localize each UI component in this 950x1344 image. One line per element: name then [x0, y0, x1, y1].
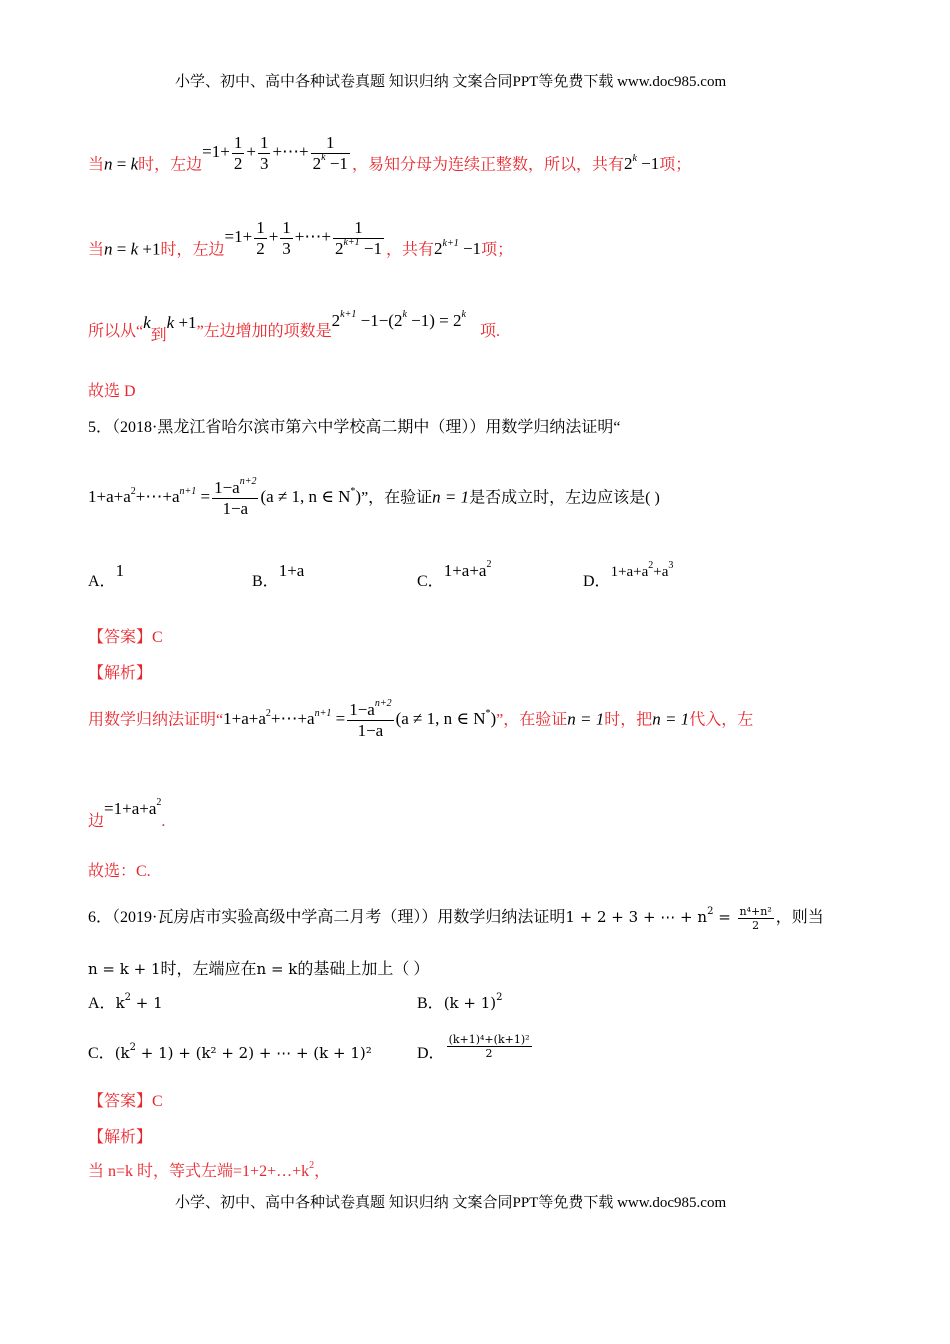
math-op: +	[246, 142, 256, 162]
math-expr: =1+	[224, 227, 253, 247]
q6-stem-line2	[88, 956, 429, 979]
math-op: +	[268, 227, 279, 247]
math-sup: 2	[265, 707, 271, 719]
math-expr: 1 + 2 + 3 + ⋯ + n	[565, 908, 708, 926]
text: 的基础上加上（ ）	[297, 961, 430, 978]
text: ”左边增加的项数是	[196, 323, 332, 340]
math-expr: −1−(2	[356, 311, 403, 330]
text: 是否成立时，左边应该是( )	[469, 489, 660, 507]
math-op: =	[116, 154, 131, 174]
q6-option-b[interactable]	[417, 990, 503, 1013]
option-value: 1+a	[278, 561, 305, 580]
answer-label: 【答案】	[88, 629, 153, 646]
math-expr: 2	[623, 154, 633, 174]
option-label: D．	[583, 573, 611, 590]
math-sup: 2	[496, 992, 503, 1003]
text: 所以从“	[88, 323, 144, 340]
frac-den: 2	[752, 918, 760, 932]
q5-stem: 5．（2018·黑龙江省哈尔滨市第六中学校高二期中（理））用数学归纳法证明“	[88, 419, 621, 436]
q5-option-c[interactable]	[417, 559, 492, 591]
text: 6．（2019·瓦房店市实验高级中学高二月考（理））用数学归纳法证明	[88, 909, 566, 926]
math-expr: )	[355, 487, 362, 507]
math-expr: (a ≠ 1, n ∈ N	[395, 709, 486, 729]
frac-den-tail: −1	[325, 154, 348, 173]
math-sup: *	[350, 485, 356, 497]
text: 项.	[479, 323, 500, 340]
math-var: k	[130, 154, 139, 174]
math-expr: +⋯+a	[135, 487, 180, 507]
option-value: k	[115, 994, 125, 1012]
math-sup: 2	[129, 1042, 137, 1053]
q5-formula-line	[88, 478, 660, 519]
math-expr: n = k + 1	[88, 960, 161, 978]
math-var: k	[143, 313, 151, 332]
q6-answer	[88, 1088, 163, 1111]
math-sup: k	[321, 152, 326, 164]
q4-line2	[88, 218, 514, 271]
frac-num: 1	[311, 133, 350, 154]
math-expr: +⋯+a	[270, 709, 315, 729]
math-var: k	[130, 239, 139, 259]
frac-den: 2	[485, 1046, 493, 1060]
math-var: k	[166, 313, 175, 332]
frac-num: (k+1)⁴+(k+1)²	[448, 1032, 530, 1046]
math-sup: 2	[309, 1159, 315, 1171]
math-expr: +1	[174, 313, 197, 332]
option-label: D．	[417, 1045, 445, 1062]
text: 时，把	[604, 711, 653, 729]
text: 项；	[481, 241, 514, 259]
frac-num: 1	[259, 133, 269, 152]
option-label: B．	[417, 995, 444, 1012]
q5-option-b[interactable]	[252, 561, 305, 591]
answer-value: C	[152, 1093, 163, 1110]
page-header: 小学、初中、高中各种试卷真题 知识归纳 文案合同PPT等免费下载 www.doc985.com	[175, 74, 727, 90]
frac-den: 3	[259, 154, 269, 173]
q5-analysis-label: 【解析】	[88, 665, 153, 682]
q5-answer	[88, 624, 163, 647]
math-expr: −1	[458, 239, 482, 259]
q4-answer: 故选 D	[88, 383, 136, 400]
page-footer: 小学、初中、高中各种试卷真题 知识归纳 文案合同PPT等免费下载 www.doc985.com	[175, 1195, 727, 1211]
text: 时，左边	[160, 241, 225, 259]
math-expr: n = k	[256, 960, 298, 978]
math-expr: 1+a+a	[88, 487, 131, 507]
math-sup: n+1	[179, 485, 197, 497]
text: 代入，左	[689, 711, 754, 729]
text: ，共有	[386, 241, 435, 259]
q6-option-a[interactable]	[88, 990, 163, 1013]
math-sup: k+1	[340, 309, 357, 321]
math-expr: )	[490, 709, 497, 729]
math-op: =	[335, 709, 346, 729]
text: 边	[88, 813, 105, 830]
math-sup: 2	[707, 906, 714, 917]
frac-num: 1−a	[214, 478, 240, 497]
math-sup: 2	[124, 992, 132, 1003]
math-sup: k+1	[442, 237, 459, 249]
option-value: (k	[114, 1044, 130, 1062]
option-label: A．	[88, 573, 116, 590]
math-expr: =1+	[202, 142, 230, 162]
math-expr: 2	[434, 239, 443, 259]
frac-den: 1−a	[222, 499, 249, 518]
frac-num: 1	[233, 133, 243, 152]
text: 当 n=k 时，等式左端=1+2+…+k	[88, 1163, 310, 1180]
math-sup: k	[461, 309, 466, 321]
frac-den-tail: −1	[359, 239, 383, 258]
math-expr: 1+a+a	[223, 709, 266, 729]
q4-line3	[88, 309, 500, 344]
text: .	[161, 813, 166, 830]
text: ，易知分母为连续正整数，所以，共有	[351, 156, 624, 174]
answer-label: 【答案】	[88, 1093, 153, 1110]
text: 用数学归纳法证明“	[88, 711, 224, 729]
math-sup: 2	[648, 560, 654, 571]
frac-num: n⁴+n²	[739, 904, 772, 918]
frac-num: 1	[256, 218, 265, 237]
q5-option-d[interactable]	[583, 560, 674, 591]
math-expr: n = 1	[652, 709, 690, 729]
option-value: 1+a+a	[443, 561, 487, 580]
q6-analysis-label: 【解析】	[88, 1129, 153, 1146]
q5-analysis-line1	[88, 700, 753, 741]
math-sup: *	[485, 707, 491, 719]
q6-option-d[interactable]	[417, 1032, 534, 1060]
q5-analysis-line2	[88, 796, 166, 830]
math-expr: =1+a+a	[104, 799, 157, 818]
frac-num: 1	[333, 218, 384, 239]
math-var: n	[104, 154, 113, 174]
math-sup: k	[402, 309, 407, 321]
frac-num: 1	[282, 218, 291, 237]
math-expr: 2	[331, 311, 341, 330]
math-op: +⋯+	[272, 142, 309, 162]
frac-den: 2	[256, 239, 265, 258]
text: ，则当	[775, 909, 824, 926]
math-sup: k+1	[343, 237, 360, 249]
text: ，	[314, 1163, 331, 1180]
q6-analysis	[88, 1158, 330, 1181]
text: 时，左边	[138, 156, 203, 174]
math-var: n	[104, 239, 113, 259]
text: 到	[150, 327, 167, 344]
math-sup: k	[632, 152, 637, 164]
option-value: (k + 1)	[443, 994, 497, 1012]
q6-stem-line1	[88, 904, 824, 932]
text: 时，左端应在	[160, 961, 257, 978]
frac-den: 2	[334, 239, 344, 258]
math-sup: 2	[130, 485, 136, 497]
text: 当	[88, 241, 105, 259]
math-expr: (a ≠ 1, n ∈ N	[260, 487, 351, 507]
math-op: +⋯+	[294, 227, 331, 247]
frac-num: 1−a	[349, 700, 375, 719]
math-op: =	[713, 908, 736, 926]
frac-den: 1−a	[357, 721, 384, 740]
q5-conclusion: 故选：C.	[88, 863, 151, 880]
frac-den: 2	[312, 154, 322, 173]
text: 当	[88, 156, 105, 174]
option-value: 1+a+a	[610, 564, 649, 580]
frac-den: 2	[233, 154, 243, 173]
text: ”，在验证	[496, 711, 568, 729]
math-sup: n+1	[314, 707, 332, 719]
q6-option-c[interactable]	[88, 1040, 372, 1063]
math-expr: n = 1	[567, 709, 605, 729]
option-label: A．	[88, 995, 116, 1012]
math-expr: −1	[636, 154, 660, 174]
math-op: =	[200, 487, 211, 507]
frac-den: 3	[282, 239, 291, 258]
option-value: + 1) + (k² + 2) + ⋯ + (k + 1)²	[136, 1044, 372, 1062]
option-value: + 1	[131, 994, 163, 1012]
text: ”，在验证	[361, 489, 433, 507]
math-sup: 2	[486, 559, 492, 571]
math-sup: n+2	[239, 476, 257, 488]
option-label: C．	[88, 1045, 115, 1062]
math-op: =	[116, 239, 131, 259]
math-expr: −1) = 2	[406, 311, 462, 330]
option-value: +a	[653, 564, 669, 580]
math-sup: n+2	[374, 698, 392, 710]
option-label: B．	[252, 573, 279, 590]
answer-value: C	[152, 629, 163, 646]
text: 项；	[659, 156, 692, 174]
q4-line1	[88, 133, 692, 186]
option-label: C．	[417, 573, 444, 590]
q5-option-a[interactable]	[88, 561, 125, 591]
math-sup: 2	[156, 797, 162, 809]
math-expr: +1	[138, 239, 161, 259]
option-value: 1	[115, 561, 125, 580]
math-expr: n = 1	[432, 487, 470, 507]
math-sup: 3	[668, 560, 674, 571]
